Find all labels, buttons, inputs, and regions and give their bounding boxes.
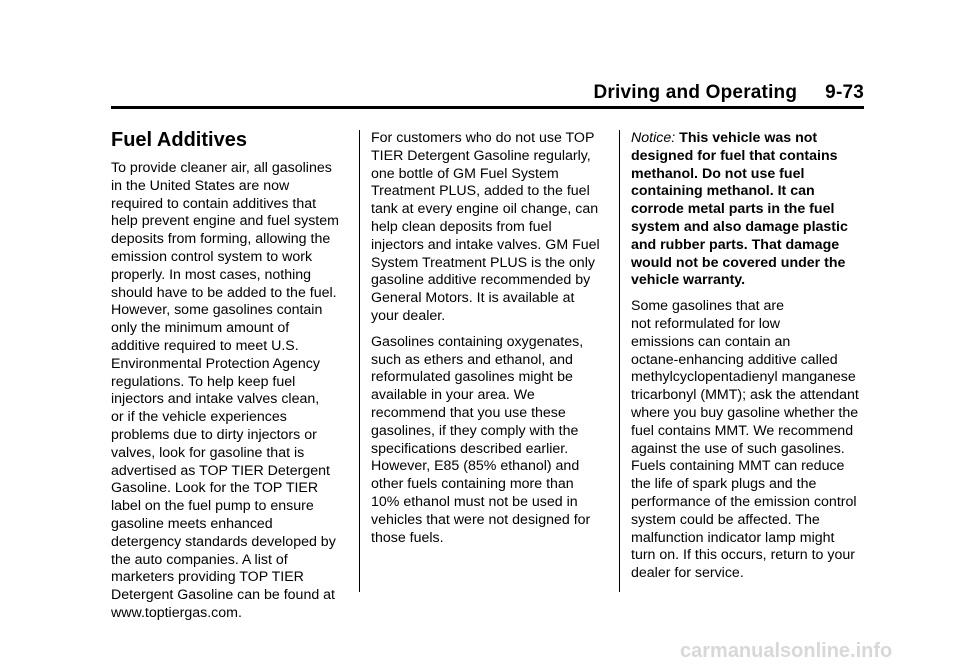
text-line: help clean deposits from fuel (371, 218, 552, 235)
text-line: tricarbonyl (MMT); ask the attendant (631, 387, 859, 404)
text-line: tank at every engine oil change, can (371, 201, 599, 218)
text-line: vehicle warranty. (631, 272, 746, 289)
text-line: Environmental Protection Agency (111, 355, 320, 372)
text-line: label on the fuel pump to ensure (111, 498, 314, 515)
text-line: Some gasolines that are (631, 298, 785, 315)
header-rule (111, 106, 864, 109)
text-line: one bottle of GM Fuel System (371, 165, 559, 182)
text-line: www.toptiergas.com. (111, 604, 242, 621)
text-line: However, some gasolines contain (111, 302, 323, 319)
text-line: where you buy gasoline whether the (631, 404, 859, 421)
text-line: specifications described earlier. (371, 440, 569, 457)
column-divider-1 (359, 130, 360, 592)
fuel-treatment-paragraph (371, 130, 607, 326)
text-line: injectors and intake valves. GM Fuel (371, 236, 600, 253)
text-line: corrode metal parts in the fuel (631, 201, 835, 218)
text-line: such as ethers and ethanol, and (371, 351, 573, 368)
text-line: General Motors. It is available at (371, 290, 575, 307)
text-line: octane-enhancing additive called (631, 351, 838, 368)
text-line: reformulated gasolines might be (371, 369, 573, 386)
fuel-additives-paragraph (111, 160, 347, 623)
running-header (593, 82, 864, 104)
column-3 (631, 130, 867, 591)
text-line: not reformulated for low (631, 315, 781, 332)
text-line: properly. In most cases, nothing (111, 266, 312, 283)
text-line: the auto companies. A list of (111, 551, 288, 568)
text-line: those fuels. (371, 529, 444, 546)
text-line: gasolines, if they comply with the (371, 422, 579, 439)
text-line: Treatment PLUS, added to the fuel (371, 183, 590, 200)
text-line: against the use of such gasolines. (631, 440, 845, 457)
text-line: gasoline meets enhanced (111, 515, 273, 532)
section-name: Driving and Operating (593, 82, 798, 103)
text-line: vehicles that were not designed for (371, 511, 591, 528)
text-line: system could be affected. The (631, 511, 820, 528)
text-line: and rubber parts. That damage (631, 236, 840, 253)
text-line: To provide cleaner air, all gasolines (111, 160, 332, 176)
text-line: dealer for service. (631, 565, 744, 582)
text-line: help prevent engine and fuel system (111, 213, 339, 230)
text-line: TIER Detergent Gasoline regularly, (371, 147, 591, 164)
text-line: fuel contains MMT. We recommend (631, 422, 854, 439)
text-line: malfunction indicator lamp might (631, 529, 835, 546)
text-line: For customers who do not use TOP (371, 130, 595, 146)
oxygenates-paragraph (371, 334, 607, 548)
text-line: Detergent Gasoline can be found at (111, 587, 336, 604)
text-line: turn on. If this occurs, return to your (631, 547, 855, 564)
text-line: system and also damage plastic (631, 218, 848, 235)
text-line: emissions can contain an (631, 333, 791, 350)
text-line: regulations. To help keep fuel (111, 373, 296, 390)
text-line: methylcyclopentadienyl manganese (631, 369, 856, 386)
text-line: Gasoline. Look for the TOP TIER (111, 480, 319, 497)
notice-paragraph (631, 130, 867, 290)
text-line: problems due to dirty injectors or (111, 426, 317, 443)
notice-body (631, 148, 848, 289)
mmt-paragraph (631, 298, 867, 583)
notice-label: Notice: (631, 130, 676, 146)
text-line: gasoline additive recommended by (371, 272, 591, 289)
text-line: performance of the emission control (631, 493, 857, 510)
text-line: emission control system to work (111, 248, 313, 265)
notice-first-line: This vehicle was not (679, 130, 818, 146)
text-line: However, E85 (85% ethanol) and (371, 458, 580, 475)
text-line: System Treatment PLUS is the only (371, 254, 595, 271)
text-line: detergency standards developed by (111, 533, 336, 550)
text-line: marketers providing TOP TIER (111, 569, 304, 586)
text-line: in the United States are now (111, 177, 290, 194)
text-line: available in your area. We (371, 387, 535, 404)
page-number: 9-73 (825, 82, 864, 103)
text-line: recommend that you use these (371, 404, 566, 421)
text-line: would not be covered under the (631, 254, 846, 271)
text-line: methanol. Do not use fuel (631, 165, 805, 182)
watermark: carmanualsonline.info (680, 640, 893, 662)
column-divider-2 (619, 130, 620, 592)
text-line: Fuels containing MMT can reduce (631, 458, 845, 475)
text-line: other fuels containing more than (371, 476, 574, 493)
text-line: the life of spark plugs and the (631, 476, 817, 493)
text-line: 10% ethanol must not be used in (371, 493, 578, 510)
text-line: should have to be added to the fuel. (111, 284, 337, 301)
text-line: additive required to meet U.S. (111, 337, 299, 354)
column-1 (111, 128, 347, 631)
text-line: your dealer. (371, 307, 446, 324)
text-line: only the minimum amount of (111, 320, 290, 337)
text-line: or if the vehicle experiences (111, 409, 287, 426)
text-line: deposits from forming, allowing the (111, 231, 331, 248)
section-title: Fuel Additives (111, 129, 247, 151)
text-line: designed for fuel that contains (631, 147, 838, 164)
text-line: valves, look for gasoline that is (111, 444, 305, 461)
text-line: Gasolines containing oxygenates, (371, 333, 584, 350)
text-line: required to contain additives that (111, 195, 317, 212)
text-line: containing methanol. It can (631, 183, 815, 200)
text-line: advertised as TOP TIER Detergent (111, 462, 330, 479)
text-line: injectors and intake valves clean, (111, 391, 320, 408)
column-2 (371, 130, 607, 555)
